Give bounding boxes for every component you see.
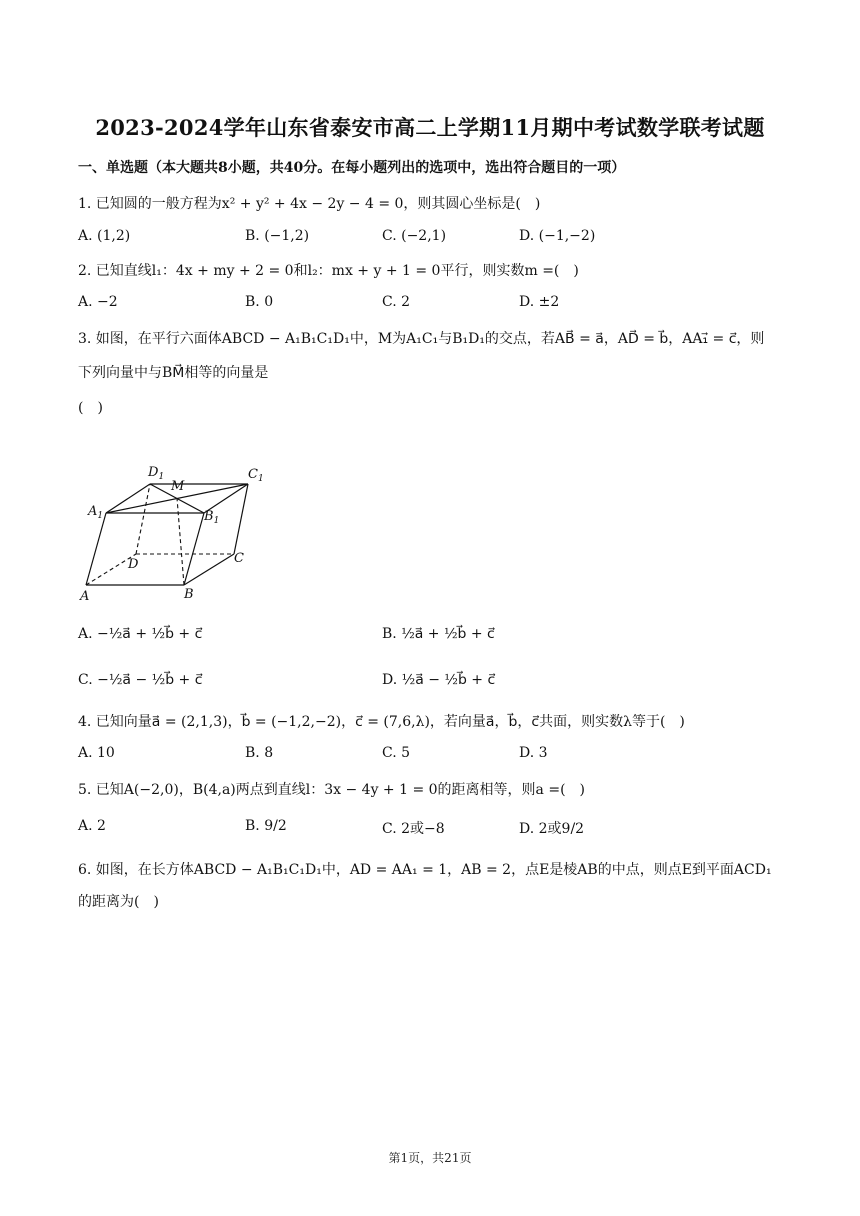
q5-option-a: A. 2 — [78, 818, 106, 834]
hidden-segment-bm — [177, 498, 184, 585]
q2-option-d: D. ±2 — [519, 294, 560, 310]
q4-option-d: D. 3 — [519, 745, 548, 761]
q5-option-d: D. 2或9/2 — [519, 821, 585, 837]
label-d: D — [128, 557, 139, 572]
label-a1: $A_1$ — [88, 504, 104, 521]
question-3-stem-line-1: 3. 如图，在平行六面体ABCD − A₁B₁C₁D₁中，M为A₁C₁与B₁D₁的交点，若AB⃗ = a⃗，AD⃗ = b⃗，AA₁⃗ = c⃗，则 — [78, 331, 765, 347]
q5-option-c: C. 2或−8 — [382, 821, 445, 837]
q4-option-b: B. 8 — [245, 745, 274, 761]
q3-option-d: D. ½a⃗ − ½b⃗ + c⃗ — [382, 672, 496, 688]
question-4-stem: 4. 已知向量a⃗ = (2,1,3)，b⃗ = (−1,2,−2)，c⃗ = (7,6,λ)，若向量a⃗，b⃗，c⃗共面，则实数λ等于( ) — [78, 714, 685, 730]
page-footer: 第1页，共21页 — [388, 1151, 472, 1165]
q1-option-b: B. (−1,2) — [245, 228, 310, 244]
question-3-stem-line-2: 下列向量中与BM⃗相等的向量是 — [78, 365, 269, 381]
label-c: C — [234, 551, 244, 566]
q1-option-a: A. (1,2) — [78, 228, 131, 244]
label-b: B — [184, 587, 194, 602]
edge-cc1 — [234, 484, 248, 554]
document-title: 2023-2024学年山东省泰安市高二上学期11月期中考试数学联考试题 — [95, 115, 765, 140]
q5-option-b: B. 9/2 — [245, 818, 287, 834]
q1-option-d: D. (−1,−2) — [519, 228, 596, 244]
question-6-stem-line-2: 的距离为( ) — [78, 894, 159, 910]
q3-option-b: B. ½a⃗ + ½b⃗ + c⃗ — [382, 626, 495, 642]
question-3-answer-blank: ( ) — [78, 400, 103, 416]
label-b1: $B_1$ — [204, 509, 220, 526]
q2-option-c: C. 2 — [382, 294, 411, 310]
hidden-edge-dd1 — [136, 484, 150, 554]
q3-option-a: A. −½a⃗ + ½b⃗ + c⃗ — [78, 626, 203, 642]
label-d1: $D_1$ — [148, 465, 165, 482]
label-a: A — [80, 589, 90, 603]
edge-aa1 — [86, 513, 106, 585]
section-heading: 一、单选题（本大题共8小题，共40分。在每小题列出的选项中，选出符合题目的一项） — [78, 160, 626, 176]
label-m: M — [171, 479, 185, 494]
q4-option-a: A. 10 — [78, 745, 115, 761]
q1-option-c: C. (−2,1) — [382, 228, 447, 244]
question-5-stem: 5. 已知A(−2,0)，B(4,a)两点到直线l：3x − 4y + 1 = 0的距离相等，则a =( ) — [78, 782, 586, 798]
q2-option-a: A. −2 — [78, 294, 118, 310]
q4-option-c: C. 5 — [382, 745, 411, 761]
q2-option-b: B. 0 — [245, 294, 274, 310]
parallelepiped-figure — [74, 458, 274, 603]
question-6-stem-line-1: 6. 如图，在长方体ABCD − A₁B₁C₁D₁中，AD = AA₁ = 1，AB = 2，点E是棱AB的中点，则点E到平面ACD₁ — [78, 862, 772, 878]
question-1-stem: 1. 已知圆的一般方程为x² + y² + 4x − 2y − 4 = 0，则其圆心坐标是( ) — [78, 196, 541, 212]
question-2-stem: 2. 已知直线l₁：4x + my + 2 = 0和l₂：mx + y + 1 = 0平行，则实数m =( ) — [78, 263, 579, 279]
label-c1: $C_1$ — [248, 467, 264, 484]
q3-option-c: C. −½a⃗ − ½b⃗ + c⃗ — [78, 672, 203, 688]
